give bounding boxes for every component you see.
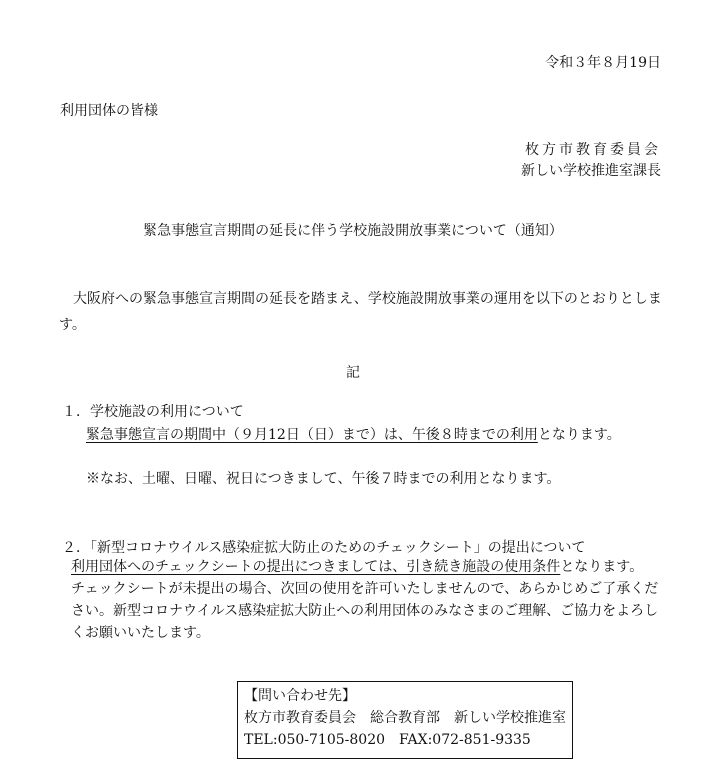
section-1-heading: １．学校施設の利用について	[62, 404, 244, 420]
sender-title: 新しい学校推進室課長	[521, 163, 661, 179]
intro-paragraph: 大阪府への緊急事態宣言期間の延長を踏まえ、学校施設開放事業の運用を以下のとおりとします。	[59, 291, 662, 333]
section-2-text-after: となります。	[560, 559, 644, 575]
sender-organization: 枚方市教育委員会	[525, 142, 661, 158]
recipient-line: 利用団体の皆様	[60, 103, 158, 119]
section-2-heading: ２．「新型コロナウイルス感染症拡大防止のためのチェックシート」の提出について	[62, 540, 586, 556]
section-1-underlined-text: 緊急事態宣言の期間中（９月12日（日）まで）は、午後８時までの利用	[86, 427, 538, 443]
ki-heading: 記	[346, 365, 360, 381]
section-2-main-line	[71, 560, 643, 574]
contact-phone-fax: TEL:050-7105-8020 FAX:072-851-9335	[244, 732, 531, 748]
document-date: 令和３年８月19日	[545, 55, 661, 71]
section-1-text-after: となります。	[537, 427, 621, 443]
section-1-main-line	[86, 428, 621, 442]
section-2-underlined-text: 利用団体へのチェックシートの提出につきましては、引き続き施設の使用条件	[71, 559, 561, 575]
contact-box	[237, 681, 573, 759]
contact-label: 【問い合わせ先】	[244, 688, 356, 704]
section-2-body: チェックシートが未提出の場合、次回の使用を許可いたしませんので、あらかじめご了承ください。新型コロナウイルス感染症拡大防止への利用団体のみなさまのご理解、ご協力をよろしくお願いいたします。	[71, 581, 659, 641]
contact-department: 枚方市教育委員会 総合教育部 新しい学校推進室	[244, 710, 566, 726]
section-1-note: ※なお、土曜、日曜、祝日につきまして、午後７時までの利用となります。	[86, 471, 561, 487]
document-title: 緊急事態宣言期間の延長に伴う学校施設開放事業について（通知）	[143, 223, 563, 239]
